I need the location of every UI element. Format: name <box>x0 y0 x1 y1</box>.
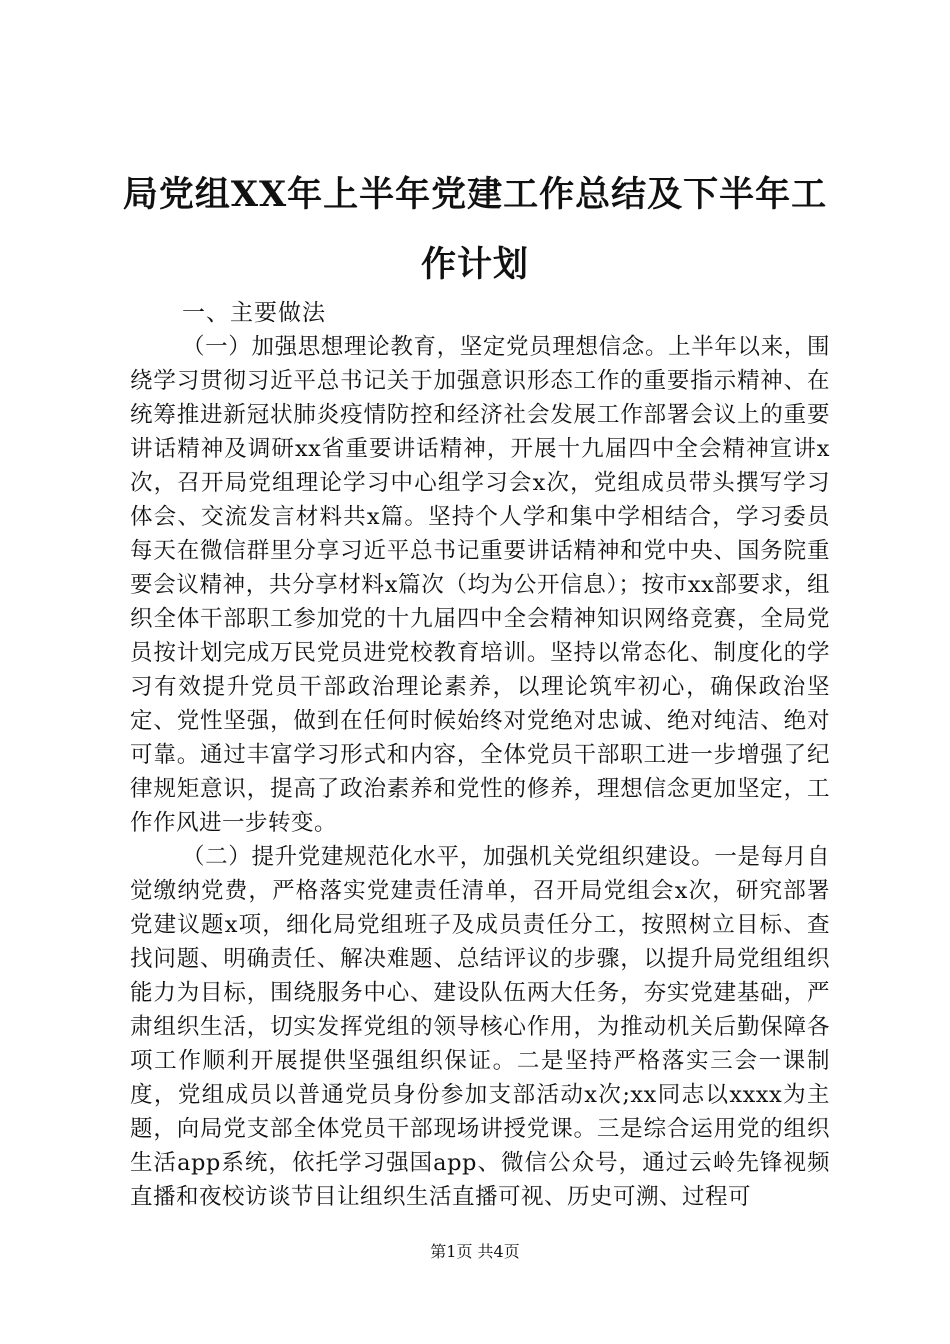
page-footer: 第1页 共4页 <box>430 1242 520 1261</box>
paragraph-2: （二）提升党建规范化水平，加强机关党组织建设。一是每月自觉缴纳党费，严格落实党建责任清单，召开局党组会x次，研究部署党建议题x项，细化局党组班子及成员责任分工，按照树立目标、查找问题、明确责任、解决难题、总结评议的步骤，以提升局党组组织能力为目标，围绕服务中心、建设队伍两大任务，夯实党建基础，严肃组织生活，切实发挥党组的领导核心作用，为推动机关后勤保障各项工作顺利开展提供坚强组织保证。二是坚持严格落实三会一课制度，党组成员以普通党员身份参加支部活动x次;xx同志以xxxx为主题，向局党支部全体党员干部现场讲授党课。三是综合运用党的组织生活app系统，依托学习强国app、微信公众号，通过云岭先锋视频直播和夜校访谈节目让组织生活直播可视、历史可溯、过程可 <box>130 844 830 1210</box>
paragraph-1: （一）加强思想理论教育，坚定党员理想信念。上半年以来，围绕学习贯彻习近平总书记关于加强意识形态工作的重要指示精神、在统筹推进新冠状肺炎疫情防控和经济社会发展工作部署会议上的重要讲话精神及调研xx省重要讲话精神，开展十九届四中全会精神宣讲x次，召开局党组理论学习中心组学习会x次，党组成员带头撰写学习体会、交流发言材料共x篇。坚持个人学和集中学相结合，学习委员每天在微信群里分享习近平总书记重要讲话精神和党中央、国务院重要会议精神，共分享材料x篇次（均为公开信息）；按市xx部要求，组织全体干部职工参加党的十九届四中全会精神知识网络竞赛，全局党员按计划完成万民党员进党校教育培训。坚持以常态化、制度化的学习有效提升党员干部政治理论素养，以理论筑牢初心，确保政治坚定、党性坚强，做到在任何时候始终对党绝对忠诚、绝对纯洁、绝对可靠。通过丰富学习形式和内容，全体党员干部职工进一步增强了纪律规矩意识，提高了政治素养和党性的修养，理想信念更加坚定，工作作风进一步转变。 <box>130 334 830 836</box>
document-body <box>130 296 830 1214</box>
section-heading: 一、主要做法 <box>182 300 326 326</box>
document-title: 局党组XX年上半年党建工作总结及下半年工作计划 <box>122 174 828 285</box>
